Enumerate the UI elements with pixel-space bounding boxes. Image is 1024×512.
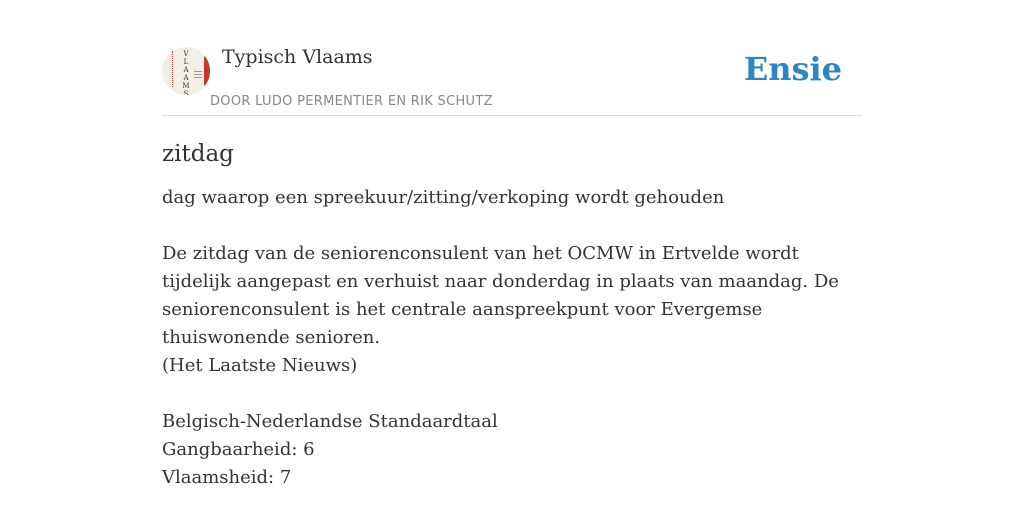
entry-vlaamsheid: Vlaamsheid: 7 — [162, 467, 292, 488]
entry-category: Belgisch-Nederlandse Standaardtaal — [162, 411, 498, 432]
book-header — [162, 44, 862, 116]
logo-decoration — [172, 51, 176, 87]
logo-lines — [194, 71, 202, 80]
logo-accent-bar — [204, 55, 210, 87]
entry-example: De zitdag van de seniorenconsulent van het OCMW in Ertvelde wordt tijdelijk aangepast en verhuist naar donderdag in plaats van maandag. De seniorenconsulent is het centrale aanspreekpunt voor Evergemse thuiswonende senioren. — [162, 243, 839, 348]
ensie-logo[interactable]: Ensie — [743, 50, 842, 88]
entry-gangbaarheid: Gangbaarheid: 6 — [162, 439, 315, 460]
book-logo[interactable] — [162, 47, 210, 95]
book-authors: DOOR LUDO PERMENTIER EN RIK SCHUTZ — [210, 94, 493, 109]
book-title[interactable]: Typisch Vlaams — [222, 46, 373, 68]
entry-source: (Het Laatste Nieuws) — [162, 355, 358, 376]
dictionary-entry — [162, 136, 862, 492]
entry-definition: dag waarop een spreekuur/zitting/verkoping wordt gehouden — [162, 187, 725, 208]
logo-letters: V L A A M S — [182, 50, 190, 95]
entry-word: zitdag — [162, 141, 234, 167]
